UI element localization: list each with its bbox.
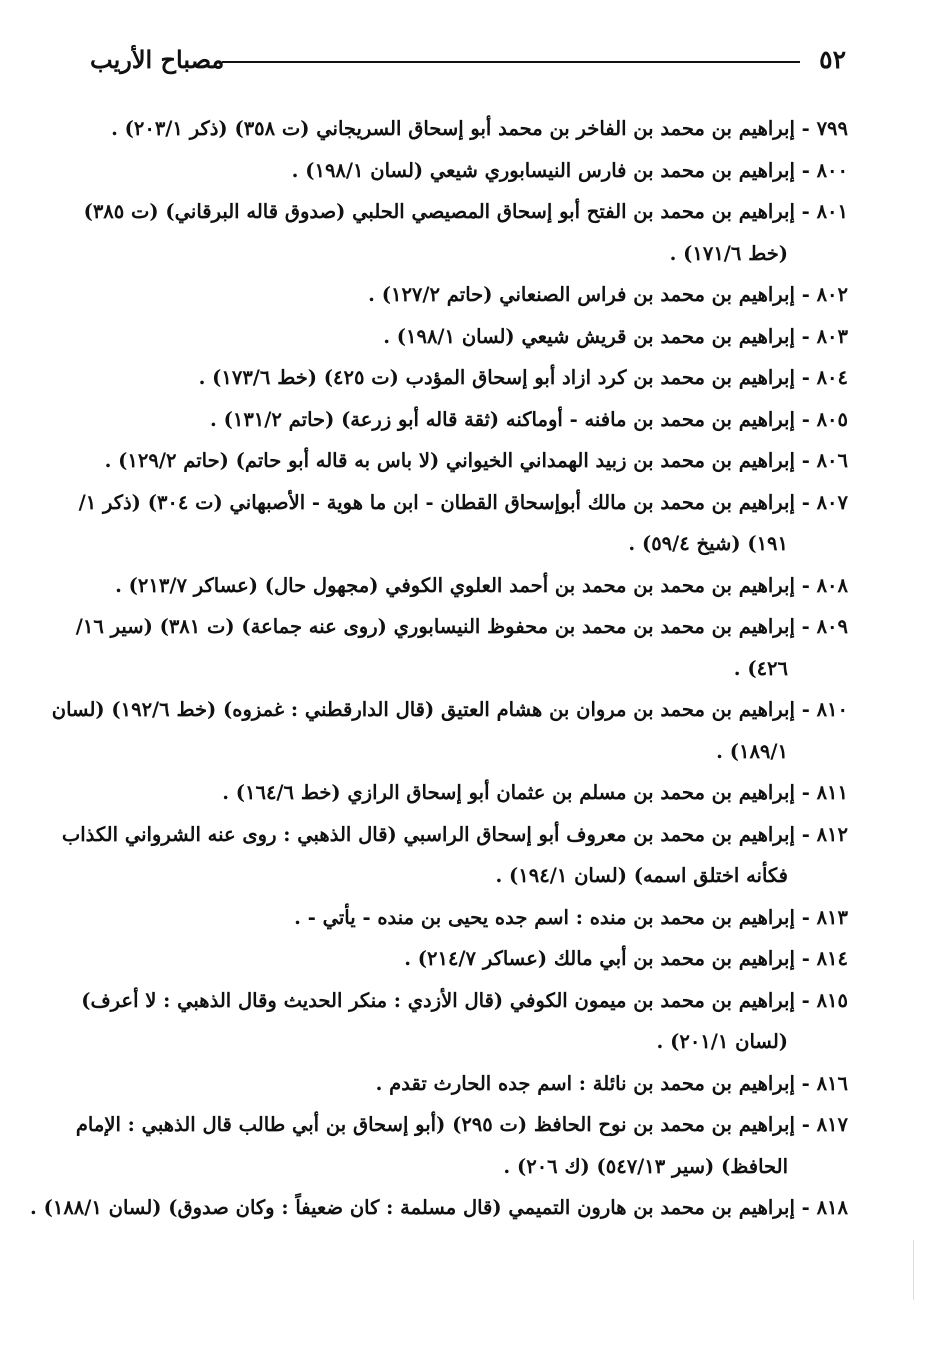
entry-continuation-line: ٤٢٦) . [733,656,788,680]
entry-item [51,689,850,772]
entry-line: ٨١٣ - إبراهيم بن محمد بن منده : اسم جده يحيى بن منده - يأتي - . [294,905,848,929]
entry-line: ٨١٤ - إبراهيم بن محمد بن أبي مالك (عساكر ٢١٤/٧) . [404,947,848,970]
entry-line: ٨٠٨ - إبراهيم بن محمد بن محمد بن أحمد العلوي الكوفي (مجهول حال) (عساكر ٢١٣/٧) . [115,573,848,597]
entry-continuation-line: الحافظ) (سير ٥٤٧/١٣) (ك ٢٠٦) . [503,1154,788,1178]
entry-line: ٨١٠ - إبراهيم بن محمد بن مروان بن هشام العتيق (قال الدارقطني : غمزوه) (خط ١٩٢/٦) (لسان [51,698,848,721]
entry-item [84,357,850,399]
entry-item [84,191,850,274]
entry-item [84,565,850,607]
entry-line: ٨٠٠ - إبراهيم بن محمد بن فارس النيسابوري شيعي (لسان ١٩٨/١) . [291,158,848,182]
entry-item [75,606,850,689]
book-title: مصباح الأريب [90,45,225,74]
entry-item [84,399,850,441]
entry-item [84,150,850,192]
entry-item [81,980,850,1063]
entry-continuation-line: ١٩١) (شيخ ٥٩/٤) . [628,532,788,555]
entry-line: ٨١١ - إبراهيم بن محمد بن مسلم بن عثمان أبو إسحاق الرازي (خط ١٦٤/٦) . [222,781,848,804]
entry-item [84,772,850,814]
entry-line: ٨٠٦ - إبراهيم بن محمد بن زبيد الهمداني الخيواني (لا باس به قاله أبو حاتم) (حاتم ١٢٩/٢) . [104,449,848,472]
entry-line: ٨٠٧ - إبراهيم بن محمد بن مالك أبوإسحاق القطان - ابن ما هوية - الأصبهاني (ت ٣٠٤) (ذكر ١/ [78,490,848,514]
entry-item [84,440,850,482]
page-number: ٥٢ [819,45,846,74]
entry-line: ٨١٨ - إبراهيم بن محمد بن هارون التميمي (قال مسلمة : كان ضعيفاً : وكان صدوق) (لسان ١٨٨/١) . [30,1196,848,1219]
entry-line: ٨٠٩ - إبراهيم بن محمد بن محمد بن محفوظ النيسابوري (روى عنه جماعة) (ت ٣٨١) (سير ١٦/ [75,615,848,638]
entry-line: ٨١٦ - إبراهيم بن محمد بن نائلة : اسم جده الحارث تقدم . [375,1071,848,1095]
entry-item [84,316,850,358]
entry-continuation-line: فكأنه اختلق اسمه) (لسان ١٩٤/١) . [495,864,788,887]
entry-line: ٨٠٢ - إبراهيم بن محمد بن فراس الصنعاني (حاتم ١٢٧/٢) . [368,283,848,306]
margin-mark [913,1240,914,1300]
entry-line: ٧٩٩ - إبراهيم بن محمد بن الفاخر بن محمد أبو إسحاق السريجاني (ت ٣٥٨) (ذكر ٢٠٣/١) . [111,117,848,140]
entry-line: ٨١٧ - إبراهيم بن محمد بن نوح الحافظ (ت ٢٩٥) (أبو إسحاق بن أبي طالب قال الذهبي : الإمام [75,1113,848,1136]
entry-item [84,108,850,150]
header-rule [222,61,800,63]
entry-line: ٨٠٥ - إبراهيم بن محمد بن مافنه - أوماكنه (ثقة قاله أبو زرعة) (حاتم ١٣١/٢) . [210,407,848,431]
entry-line: ٨٠٤ - إبراهيم بن محمد بن كرد ازاد أبو إسحاق المؤدب (ت ٤٢٥) (خط ١٧٣/٦) . [198,366,848,389]
entry-line: ٨١٥ - إبراهيم بن محمد بن ميمون الكوفي (قال الأزدي : منكر الحديث وقال الذهبي : لا أعرف) [81,988,848,1012]
entry-item [84,1063,850,1105]
entry-continuation-line: ١٨٩/١) . [716,739,788,763]
entry-item [78,482,850,565]
page-header [90,40,846,80]
entry-item [84,274,850,316]
entry-continuation-line: (لسان ٢٠١/١) . [656,1030,788,1053]
entry-line: ٨١٢ - إبراهيم بن محمد بن معروف أبو إسحاق الراسبي (قال الذهبي : روى عنه الشرواني الكذاب [61,822,848,846]
entry-item [30,1187,850,1229]
entry-item [84,897,850,939]
entry-line: ٨٠١ - إبراهيم بن محمد بن الفتح أبو إسحاق المصيصي الحلبي (صدوق قاله البرقاني) (ت ٣٨٥) [83,200,848,223]
entry-continuation-line: (خط ١٧١/٦) . [669,241,788,265]
entry-item [75,1104,850,1187]
entry-line: ٨٠٣ - إبراهيم بن محمد بن قريش شيعي (لسان ١٩٨/١) . [383,324,848,348]
entry-list [30,108,850,1229]
entry-item [61,814,850,897]
entry-item [84,938,850,980]
